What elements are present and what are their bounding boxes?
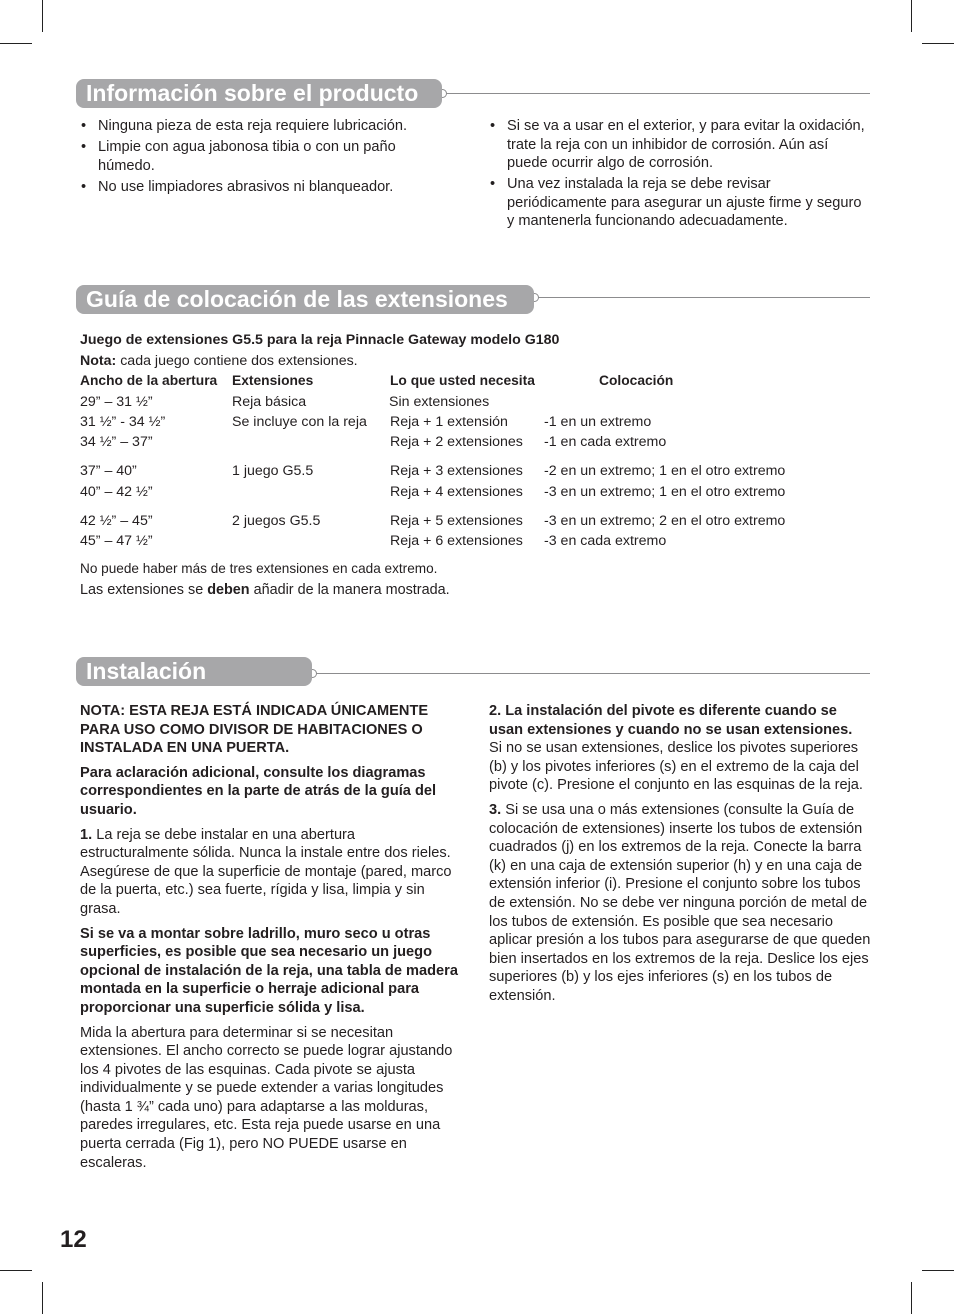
cell-needs: Sin extensiones xyxy=(389,394,490,410)
product-info-left-list xyxy=(80,117,440,199)
cell-placement: -1 en un extremo xyxy=(544,414,652,430)
step-text: Si se usa una o más extensiones (consulte la Guía de colocación de extensiones) inserte los tubos de extensión cuadrados (j) en los extremos de la reja. Conecte la barra (k) en una caja de extensión superior (h) y en una caja de extensión inferior (i). Presione el conjunto sobre los tubos de extensión. No se debe ver ninguna porción de metal de los tubos de extensión. Es posible que sea necesario aplicar presión a los tubos para asegurarse de que queden bien insertados en los extremos de la reja. Deslice los ejes superiores (b) y los ejes inferiores (s) en los tubos de extensión. xyxy=(489,801,871,1004)
list-item: • Limpie con agua jabonosa tibia o con un paño húmedo. xyxy=(80,138,440,175)
list-item: • Ninguna pieza de esta reja requiere lubricación. xyxy=(80,117,440,136)
page-number: 12 xyxy=(60,1226,87,1253)
note-label: Nota: xyxy=(80,353,117,369)
list-item: • Si se va a usar en el exterior, y para evitar la oxidación, trate la reja con un inhibidor de corrosión. Aún así puede ocurrir algo de corrosión. xyxy=(489,117,871,173)
extensions-guide-header xyxy=(76,285,870,314)
footnote-text: añadir de la manera mostrada. xyxy=(249,582,450,598)
note-text: cada juego contiene dos extensiones. xyxy=(116,353,358,369)
product-info-header xyxy=(76,79,870,108)
cell-width: 40” – 42 ½” xyxy=(80,484,153,500)
crop-mark xyxy=(922,1270,954,1271)
step-text: La reja se debe instalar en una abertura estructuralmente sólida. Nunca la instale entre dos rieles. Asegúrese de que la superficie de montaje (pared, marco de la puerta, etc.) sea fuerte, rígida y lisa, limpia y sin grasa. xyxy=(80,826,452,917)
section-title: Información sobre el producto xyxy=(76,79,442,108)
cell-placement: -3 en un extremo; 1 en el otro extremo xyxy=(544,484,786,500)
cell-needs: Reja + 4 extensiones xyxy=(390,484,523,500)
surface-warning: Si se va a montar sobre ladrillo, muro seco u otras superficies, es posible que sea necesario un juego opcional de instalación de la reja, una tabla de madera montada en la superficie o herraje adicional para proporcionar una superficie sólida y lisa. xyxy=(80,925,458,1016)
cell-width: 45” – 47 ½” xyxy=(80,533,153,549)
header-rule xyxy=(306,673,870,674)
installation-header xyxy=(76,657,870,686)
cell-needs: Reja + 2 extensiones xyxy=(390,434,523,450)
cell-needs: Reja + 1 extensión xyxy=(390,414,508,430)
crop-mark xyxy=(922,43,954,44)
footnote-order xyxy=(80,580,450,600)
cell-width: 31 ½” - 34 ½” xyxy=(80,414,166,430)
step-2-text: Si no se usan extensiones, deslice los pivotes superiores (b) y los pivotes inferiores (s) en el extremo de la caja del pivote (c). Presione el conjunto en las esquinas de la reja. xyxy=(489,740,863,794)
section-title: Instalación xyxy=(76,657,312,686)
kit-title: Juego de extensiones G5.5 para la reja Pinnacle Gateway modelo G180 xyxy=(80,332,560,348)
cell-placement: -3 en un extremo; 2 en el otro extremo xyxy=(544,513,786,529)
cell-width: 42 ½” – 45” xyxy=(80,513,153,529)
cell-width: 29” – 31 ½” xyxy=(80,394,153,410)
step-3 xyxy=(489,801,873,1006)
crop-mark xyxy=(911,1282,912,1314)
footnote-bold: deben xyxy=(207,582,250,598)
crop-mark xyxy=(0,1270,32,1271)
header-rule xyxy=(528,297,870,298)
cell-placement: -2 en un extremo; 1 en el otro extremo xyxy=(544,463,786,479)
section-title: Guía de colocación de las extensiones xyxy=(76,285,534,314)
footnote-text: Las extensiones se xyxy=(80,582,208,598)
header-rule xyxy=(436,93,870,94)
measure-paragraph: Mida la abertura para determinar si se necesitan extensiones. El ancho correcto se puede lograr ajustando los 4 pivotes de las esquinas. Cada pivote se ajusta individualmente y se puede extender a varias longitudes (hasta 1 ¾” cada uno) para adaptarse a las molduras, paredes irregulares, etc. Esta reja puede usarse en una puerta cerrada (Fig 1), pero NO PUEDE usarse en escaleras. xyxy=(80,1024,453,1171)
crop-mark xyxy=(911,0,912,32)
crop-mark xyxy=(42,0,43,32)
step-number: 3. xyxy=(489,801,502,818)
cell-extensions: 1 juego G5.5 xyxy=(232,463,314,479)
cell-extensions: Se incluye con la reja xyxy=(232,414,367,430)
col-header-placement: Colocación xyxy=(599,373,674,388)
cell-needs: Reja + 6 extensiones xyxy=(390,533,523,549)
cell-width: 37” – 40” xyxy=(80,463,137,479)
diagram-note: Para aclaración adicional, consulte los diagramas correspondientes en la parte de atrás de la guía del usuario. xyxy=(80,764,437,818)
cell-extensions: 2 juegos G5.5 xyxy=(232,513,321,529)
crop-mark xyxy=(42,1282,43,1314)
cell-extensions: Reja básica xyxy=(232,394,307,410)
cell-width: 34 ½” – 37” xyxy=(80,434,153,450)
col-header-width: Ancho de la abertura xyxy=(80,373,218,388)
cell-placement: -3 en cada extremo xyxy=(544,533,667,549)
col-header-extensions: Extensiones xyxy=(232,373,314,388)
kit-note xyxy=(80,351,358,371)
footnote-max: No puede haber más de tres extensiones en cada extremo. xyxy=(80,561,438,576)
col-header-needs: Lo que usted necesita xyxy=(390,373,535,388)
product-info-right-list xyxy=(489,117,871,233)
usage-note: NOTA: ESTA REJA ESTÁ INDICADA ÚNICAMENTE PARA USO COMO DIVISOR DE HABITACIONES O INSTALADA EN UNA PUERTA. xyxy=(80,703,429,757)
list-item: • Una vez instalada la reja se debe revisar periódicamente para asegurar un ajuste firme y seguro y mantenerla funcionando adecuadamente. xyxy=(489,175,871,231)
installation-right-column xyxy=(489,702,873,1006)
installation-left-column xyxy=(80,702,464,1172)
cell-needs: Reja + 5 extensiones xyxy=(390,513,523,529)
step-number: 1. xyxy=(80,826,93,843)
list-item: • No use limpiadores abrasivos ni blanqueador. xyxy=(80,178,440,197)
step-2-heading: 2. La instalación del pivote es diferente cuando se usan extensiones y cuando no se usan extensiones. xyxy=(489,703,853,738)
step-1 xyxy=(80,826,464,919)
crop-mark xyxy=(0,43,32,44)
cell-needs: Reja + 3 extensiones xyxy=(390,463,523,479)
cell-placement: -1 en cada extremo xyxy=(544,434,667,450)
